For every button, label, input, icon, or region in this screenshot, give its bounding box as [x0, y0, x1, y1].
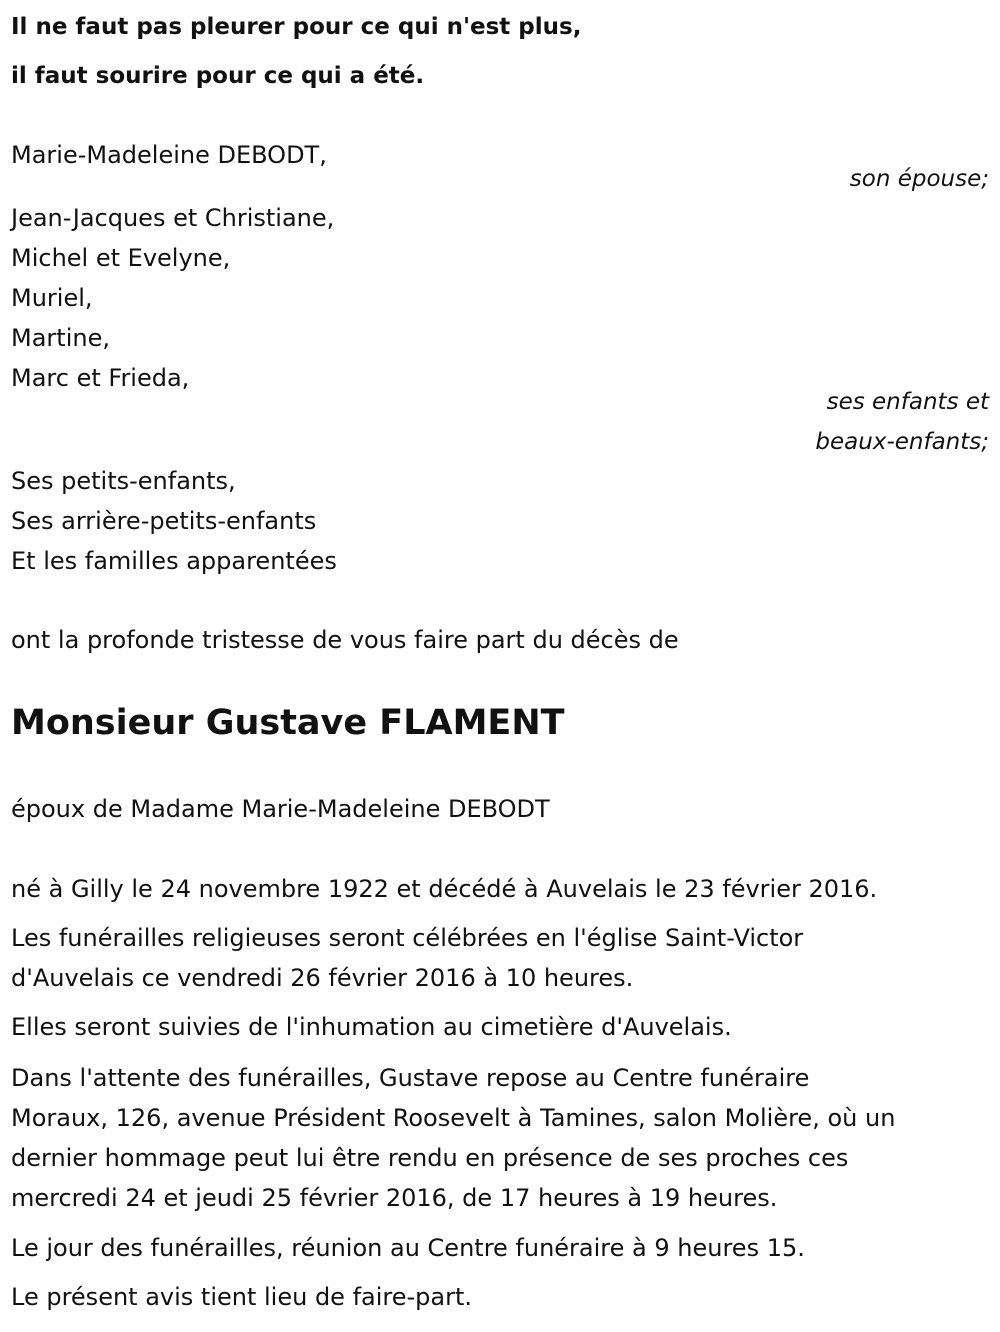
obituary-notice [11, 0, 991, 1332]
wake-text-line-2: Moraux, 126, avenue Président Roosevelt à Tamines, salon Molière, où un [11, 1104, 896, 1132]
spouse-name: Marie-Madeleine DEBODT, [11, 141, 327, 169]
child-name: Jean-Jacques et Christiane, [11, 204, 335, 232]
birth-death-text: né à Gilly le 24 novembre 1922 et décédé à Auvelais le 23 février 2016. [11, 875, 878, 903]
funeral-text-line-2: d'Auvelais ce vendredi 26 février 2016 à 10 heures. [11, 964, 634, 992]
burial-text: Elles seront suivies de l'inhumation au cimetière d'Auvelais. [11, 1013, 732, 1041]
family-line: Ses petits-enfants, [11, 467, 236, 495]
wake-text-line-4: mercredi 24 et jeudi 25 février 2016, de 17 heures à 19 heures. [11, 1184, 778, 1212]
quote-line-1: Il ne faut pas pleurer pour ce qui n'est plus, [11, 14, 582, 40]
funeral-text-line-1: Les funérailles religieuses seront célébrées en l'église Saint-Victor [11, 924, 804, 952]
spouse-relation: son épouse; [849, 166, 989, 192]
spouse-of-text: époux de Madame Marie-Madeleine DEBODT [11, 795, 550, 823]
meeting-text: Le jour des funérailles, réunion au Centre funéraire à 9 heures 15. [11, 1234, 805, 1262]
children-relation-line-2: beaux-enfants; [815, 429, 989, 455]
children-relation-line-1: ses enfants et [826, 389, 989, 415]
family-line: Ses arrière-petits-enfants [11, 507, 317, 535]
announcement-text: ont la profonde tristesse de vous faire part du décès de [11, 626, 679, 654]
child-name: Martine, [11, 324, 110, 352]
child-name: Muriel, [11, 284, 93, 312]
child-name: Marc et Frieda, [11, 364, 190, 392]
deceased-name: Monsieur Gustave FLAMENT [11, 703, 565, 743]
family-line: Et les familles apparentées [11, 547, 337, 575]
wake-text-line-3: dernier hommage peut lui être rendu en présence de ses proches ces [11, 1144, 849, 1172]
wake-text-line-1: Dans l'attente des funérailles, Gustave repose au Centre funéraire [11, 1064, 810, 1092]
child-name: Michel et Evelyne, [11, 244, 231, 272]
notice-text: Le présent avis tient lieu de faire-part. [11, 1283, 473, 1311]
quote-line-2: il faut sourire pour ce qui a été. [11, 63, 425, 89]
